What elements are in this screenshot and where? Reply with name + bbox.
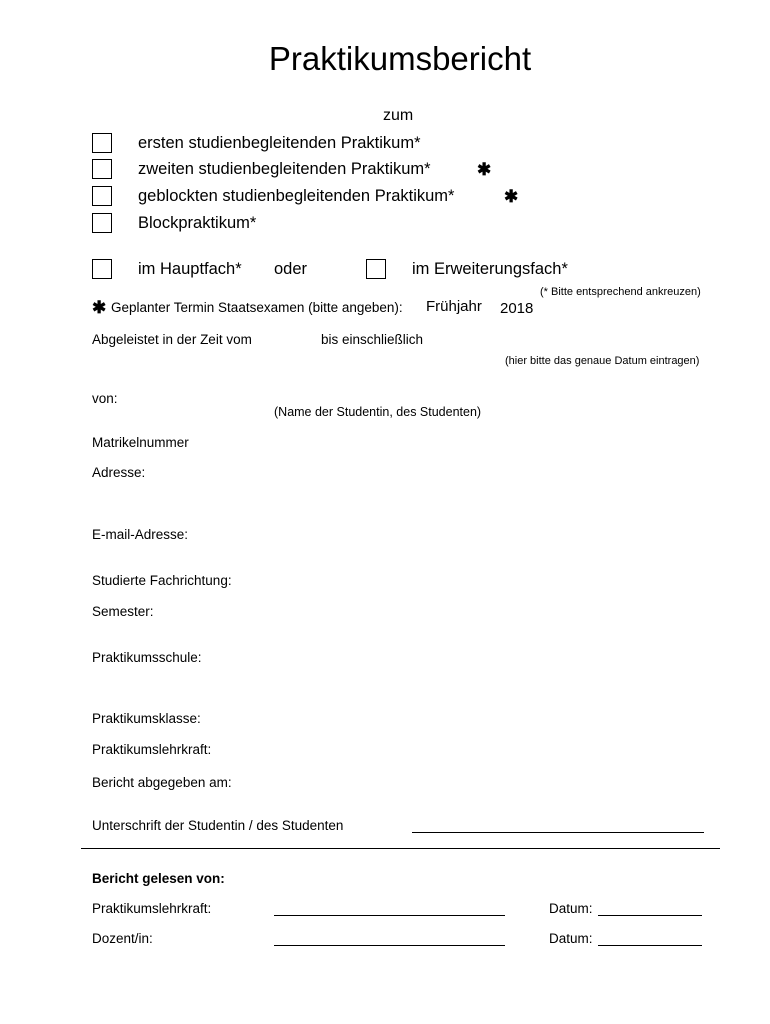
checkbox-geblockten[interactable] (92, 186, 112, 206)
checkbox-ersten[interactable] (92, 133, 112, 153)
period-note: (hier bitte das genaue Datum eintragen) (505, 355, 700, 367)
option-zweiten-label: zweiten studienbegleitenden Praktikum* (138, 160, 431, 178)
lehrkraft-date-label: Datum: (549, 901, 593, 916)
oder-label: oder (274, 260, 308, 278)
period-from-input[interactable] (264, 331, 320, 351)
option-block-label: Blockpraktikum* (138, 214, 257, 232)
matrikel-label: Matrikelnummer (92, 435, 189, 450)
signature-line[interactable] (412, 832, 704, 833)
erweiterungsfach-label: im Erweiterungsfach* (412, 260, 568, 278)
hauptfach-label: im Hauptfach* (138, 260, 242, 278)
klasse-input[interactable] (220, 710, 694, 730)
klasse-label: Praktikumsklasse: (92, 711, 201, 726)
adresse-input[interactable] (160, 464, 694, 484)
email-label: E-mail-Adresse: (92, 527, 189, 542)
read-by-lehrkraft-label: Praktikumslehrkraft: (92, 901, 212, 916)
dozent-date-line[interactable] (598, 945, 702, 946)
note-ankreuzen: (* Bitte entsprechend ankreuzen) (540, 286, 701, 298)
schule-label: Praktikumsschule: (92, 650, 202, 665)
email-input[interactable] (205, 526, 694, 546)
checkbox-erweiterungsfach[interactable] (366, 259, 386, 279)
dozent-signature-line[interactable] (274, 945, 505, 946)
abgegeben-input[interactable] (250, 774, 694, 794)
checkbox-block[interactable] (92, 213, 112, 233)
period-from-label: Abgeleistet in der Zeit vom (92, 332, 252, 347)
lehrkraft-signature-line[interactable] (274, 915, 505, 916)
fachrichtung-label: Studierte Fachrichtung: (92, 573, 232, 588)
abgegeben-label: Bericht abgegeben am: (92, 775, 232, 790)
fachrichtung-input[interactable] (250, 572, 694, 592)
checkbox-zweiten[interactable] (92, 159, 112, 179)
section-divider (81, 848, 720, 849)
lehrkraft-label: Praktikumslehrkraft: (92, 742, 212, 757)
read-by-dozent-label: Dozent/in: (92, 931, 153, 946)
adresse-label: Adresse: (92, 465, 146, 480)
page-title: Praktikumsbericht (268, 40, 532, 77)
von-note: (Name der Studentin, des Studenten) (274, 405, 482, 419)
dozent-date-label: Datum: (549, 931, 593, 946)
asterisk-icon: ✱ (92, 298, 107, 317)
option-geblockten-label: geblockten studienbegleitenden Praktikum* (138, 187, 455, 205)
matrikel-input[interactable] (210, 434, 694, 454)
asterisk-icon: ✱ (504, 187, 519, 206)
lehrkraft-input[interactable] (230, 741, 694, 761)
staatsexamen-year[interactable]: 2018 (500, 300, 534, 317)
staatsexamen-season: Frühjahr (426, 298, 482, 315)
checkbox-hauptfach[interactable] (92, 259, 112, 279)
period-to-label: bis einschließlich (321, 332, 424, 347)
lehrkraft-date-line[interactable] (598, 915, 702, 916)
staatsexamen-label: Geplanter Termin Staatsexamen (bitte angeben): (111, 300, 403, 315)
semester-label: Semester: (92, 604, 154, 619)
zum-label: zum (383, 107, 414, 124)
read-by-heading: Bericht gelesen von: (92, 871, 225, 886)
option-ersten-label: ersten studienbegleitenden Praktikum* (138, 134, 421, 152)
period-to-input[interactable] (434, 331, 638, 351)
semester-input[interactable] (170, 603, 694, 623)
von-label: von: (92, 391, 118, 406)
asterisk-icon: ✱ (477, 160, 492, 179)
signature-label: Unterschrift der Studentin / des Studenten (92, 818, 344, 833)
schule-input[interactable] (220, 649, 694, 669)
